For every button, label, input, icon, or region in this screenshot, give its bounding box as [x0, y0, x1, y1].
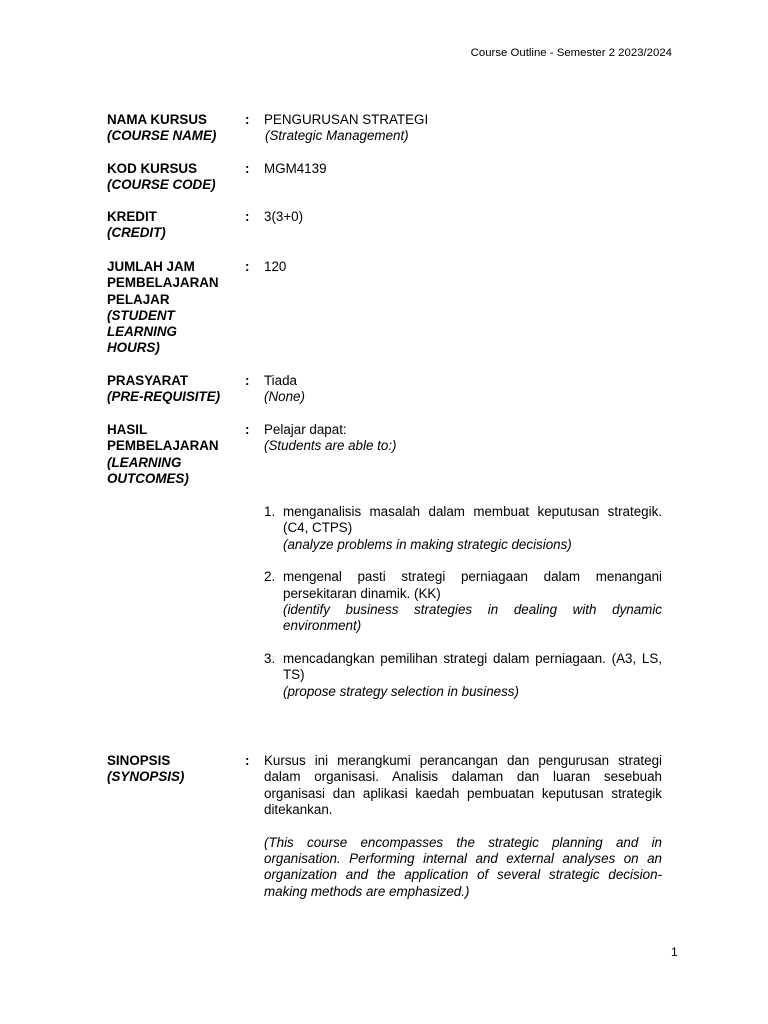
learning-outcome-text-en: (analyze problems in making strategic decisions) [283, 536, 572, 552]
course-code-label-en: (COURSE CODE) [107, 177, 216, 193]
credit-label [107, 209, 237, 242]
learning-outcomes-label-en: (LEARNING OUTCOMES) [107, 454, 189, 486]
course-name-label-ms: NAMA KURSUS [107, 112, 207, 127]
course-name-label-en: (COURSE NAME) [107, 128, 217, 144]
learning-outcome-number: 2. [264, 569, 276, 585]
course-code-label-ms: KOD KURSUS [107, 161, 198, 176]
learning-hours-value: 120 [264, 259, 287, 274]
course-code-colon: : [245, 161, 250, 176]
learning-outcome-text-ms: mengenal pasti strategi perniagaan dalam menangani persekitaran dinamik. (KK) [283, 569, 662, 601]
course-name-colon: : [245, 112, 250, 127]
prerequisite-label [107, 373, 237, 406]
synopsis-label-en: (SYNOPSIS) [107, 769, 185, 785]
course-code-value: MGM4139 [264, 161, 327, 176]
learning-outcome-text-en: (propose strategy selection in business) [283, 683, 519, 699]
learning-outcome-text-ms: mencadangkan pemilihan strategi dalam perniagaan. (A3, LS, TS) [283, 651, 662, 683]
learning-outcome-item [264, 504, 662, 553]
credit-label-ms: KREDIT [107, 209, 157, 224]
credit-value: 3(3+0) [264, 209, 304, 224]
prerequisite-value-en: (None) [264, 389, 305, 405]
learning-hours-label-en: (STUDENT LEARNING HOURS) [107, 307, 177, 356]
prerequisite-label-ms: PRASYARAT [107, 373, 189, 388]
synopsis-label [107, 753, 237, 786]
course-name-value [264, 112, 662, 145]
synopsis-label-ms: SINOPSIS [107, 753, 171, 768]
learning-outcomes-colon: : [245, 422, 250, 437]
learning-outcomes-list [264, 504, 662, 700]
synopsis-colon: : [245, 753, 250, 768]
prerequisite-value [264, 373, 662, 406]
learning-outcome-text-en: (identify business strategies in dealing with dynamic environment) [283, 601, 662, 634]
learning-outcomes-intro [264, 422, 662, 455]
course-name-value-en: (Strategic Management) [265, 128, 409, 144]
course-code-label [107, 161, 237, 194]
credit-colon: : [245, 209, 250, 224]
learning-outcome-item [264, 569, 662, 634]
credit-label-en: (CREDIT) [107, 225, 166, 241]
learning-hours-colon: : [245, 259, 250, 274]
synopsis-value [264, 753, 662, 900]
course-name-value-ms: PENGURUSAN STRATEGI [264, 112, 429, 127]
synopsis-text-en: (This course encompasses the strategic planning and in organisation. Performing internal and external analyses on an organization and the application of several strategic decision-making methods are emphasized.) [264, 834, 662, 899]
learning-hours-label [107, 259, 227, 357]
learning-outcome-number: 3. [264, 651, 276, 667]
learning-outcomes-label-ms: HASIL PEMBELAJARAN [107, 422, 219, 454]
synopsis-text-ms: Kursus ini merangkumi perancangan dan pengurusan strategi dalam organisasi. Analisis dalaman dan luaran sesebuah organisasi dan aplikasi kaedah pembuatan keputusan strategik ditekankan. [264, 753, 662, 817]
learning-outcomes-label [107, 422, 237, 487]
learning-outcome-item [264, 651, 662, 700]
course-name-label [107, 112, 237, 145]
prerequisite-value-ms: Tiada [264, 373, 297, 388]
learning-hours-label-ms: JUMLAH JAM PEMBELAJARAN PELAJAR [107, 259, 219, 307]
prerequisite-label-en: (PRE-REQUISITE) [107, 389, 221, 405]
learning-outcomes-intro-en: (Students are able to:) [264, 438, 397, 454]
learning-outcome-number: 1. [264, 504, 276, 519]
learning-outcomes-intro-ms: Pelajar dapat: [264, 422, 347, 437]
page-header: Course Outline - Semester 2 2023/2024 [470, 47, 672, 59]
learning-outcome-text-ms: menganalisis masalah dalam membuat keputusan strategik. (C4, CTPS) [283, 504, 662, 536]
page-number: 1 [671, 945, 678, 959]
prerequisite-colon: : [245, 373, 250, 388]
